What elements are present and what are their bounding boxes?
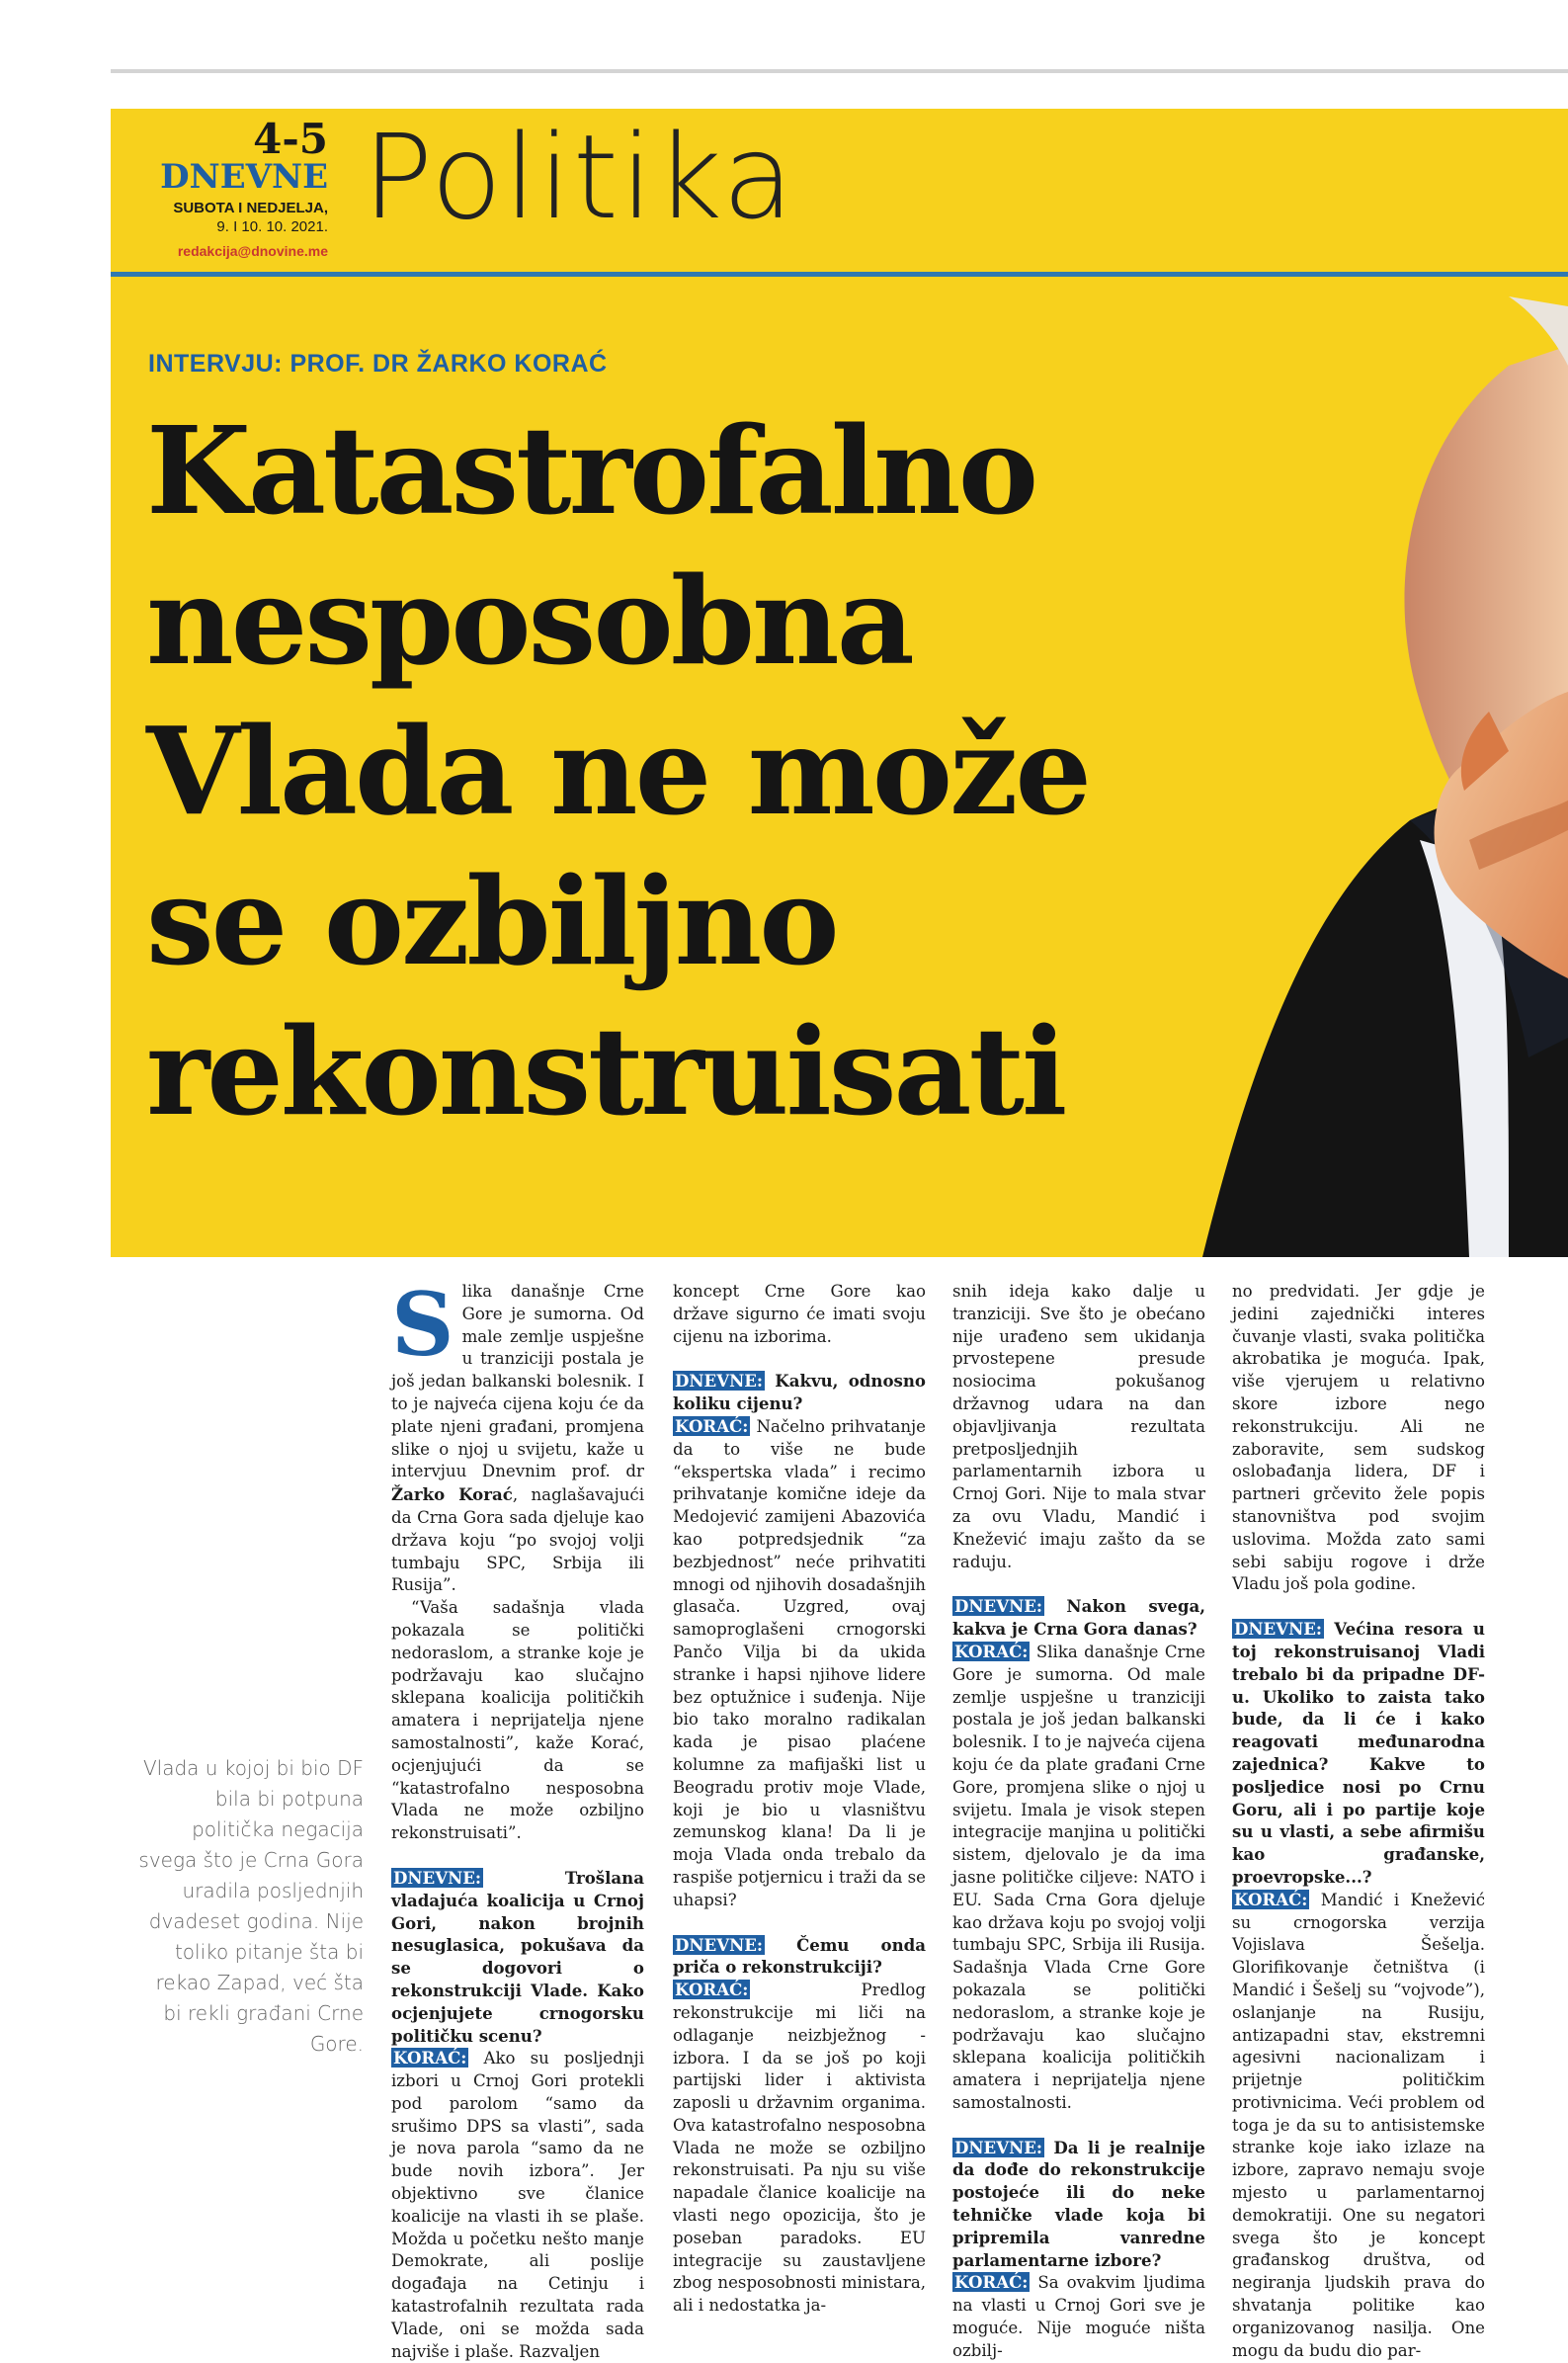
question: DNEVNE: Trošlana vladajuća koalicija u Crnoj Gori, nakon brojnih nesuglasica, pokušava da se dogovori o rekonstrukciji Vlade. Kako ocjenjujete crnogorsku političku scenu? xyxy=(391,1867,644,2046)
answer: KORAĆ: Ako su posljednji izbori u Crnoj Gori protekli pod parolom “samo da srušimo DPS sa vlasti”, sada je nova parola “samo da ne bude novih izbora”. Jer objektivno sve članice koalicije na vlasti ih se plaše. Možda u početku nešto manje Demokrate, ali poslije događaja na Cetinju i katastrofalnih rezultata rada Vlade, oni se možda sada najviše i plaše. Razvaljen xyxy=(391,2048,644,2361)
interviewee-tag: KORAĆ: xyxy=(954,2272,1029,2293)
headline-line: nesposobna xyxy=(146,549,912,692)
interviewer-tag: DNEVNE: xyxy=(954,1596,1043,1617)
interviewee-tag: KORAĆ: xyxy=(675,1980,749,2000)
top-rule xyxy=(111,69,1568,73)
interviewer-tag: DNEVNE: xyxy=(1234,1619,1323,1640)
answer: KORAĆ: Sa ovakvim ljudima na vlasti u Crnoj Gori sve je moguće. Nije moguće ništa ozbilj- xyxy=(952,2272,1205,2360)
article-column-4 xyxy=(1232,1281,1485,2362)
header-divider xyxy=(111,272,1568,277)
issue-date: 9. I 10. 10. 2021. xyxy=(216,218,328,235)
article-headline xyxy=(146,395,1089,1146)
headline-line: Katastrofalno xyxy=(146,399,1036,542)
article-kicker: INTERVJU: PROF. DR ŽARKO KORAĆ xyxy=(148,350,608,378)
interviewer-tag: DNEVNE: xyxy=(954,2137,1043,2157)
paragraph: koncept Crne Gore kao države sigurno će imati svoju cijenu na izborima. xyxy=(673,1282,926,1346)
headline-line: se ozbiljno xyxy=(146,850,837,992)
answer: KORAĆ: Načelno prihvatanje da to više ne bude “ekspertska vlada” i recimo prihvatanje komične ideje da Medojević zamijeni Abazovića kao potpredsjednik “za bezbjednost” neće prihvatiti mnogi od njihovih dosadašnjih glasača. Uzgred, ovaj samoproglašeni crnogorski Pančo Vilja bi da ukida stranke i hapsi njihove lidere bez optužnice i suđenja. Nije bio tako moralno radikalan kada je pisao plaćene kolumne za mafijaški list u Beogradu protiv moje Vlade, koji je bio u vlasništvu zemunskog klana! Da li je moja Vlada onda trebalo da raspiše potjernicu i traži da se uhapsi? xyxy=(673,1415,926,1909)
answer: KORAĆ: Slika današnje Crne Gore je sumorna. Od male zemlje uspješne u tranziciji postala je još jedan balkanski bolesnik. I to je najveća cijena koju će da plate građani Crne Gore, promjena slike o njoj u svijetu. Imala je visok stepen integracije manjina u politički sistem, djelovalo je da ima jasne političke ciljeve: NATO i EU. Sada Crna Gora djeluje kao država koju po svojoj volji tumbaju SPC, Srbija ili Rusija. Sadašnja Vlada Crne Gore pokazala se politički nedoraslom, a stranke koje je podržavaju kao slučajno sklepana koalicija političkih amatera i neprijatelja njene samostalnosti. xyxy=(952,1641,1205,2112)
question: DNEVNE: Većina resora u toj rekonstruisanoj Vladi trebalo bi da pripadne DF-u. Ukoliko to zaista tako bude, da li će i kako reagovati međunarodna zajednica? Kakve to posljedice nosi po Crnu Goru, ali i po partije koje su u vlasti, a sebe afirmišu kao građanske, proevropske...? xyxy=(1232,1619,1485,1887)
header-banner xyxy=(111,109,1568,1257)
interviewee-tag: KORAĆ: xyxy=(675,1415,749,1436)
interviewee-tag: KORAĆ: xyxy=(1234,1889,1308,1909)
section-title: Politika xyxy=(363,109,796,245)
interviewee-tag: KORAĆ: xyxy=(393,2048,467,2068)
drop-cap: S xyxy=(391,1273,454,1376)
interviewer-tag: DNEVNE: xyxy=(675,1371,764,1392)
question: DNEVNE: Nakon svega, kakva je Crna Gora danas? xyxy=(952,1596,1205,1640)
interviewer-tag: DNEVNE: xyxy=(393,1867,482,1888)
article-column-3 xyxy=(952,1281,1205,2363)
brand-logo: DNEVNE xyxy=(160,157,328,197)
editorial-email[interactable]: redakcija@dnovine.me xyxy=(177,243,328,259)
intro-paragraph: Slika današnje Crne Gore je sumorna. Od male zemlje uspješne u tranziciji postala je još jedan balkanski bolesnik. I to je najveća cijena koju će da plate njeni građani, promjena slike o njoj u svijetu, kaže u intervjuu Dnevnim prof. dr Žarko Korać, naglašavajući da Crna Gora sada djeluje kao država koju “po svojoj volji tumbaju SPC, Srbija ili Rusija”. xyxy=(391,1273,644,1595)
paragraph: “Vaša sadašnja vlada pokazala se politički nedoraslom, a stranke koje je podržavaju kao slučajno sklepana koalicija političkih amatera i neprijatelja njene samostalnosti”, kaže Korać, ocjenjujući da se “katastrofalno nesposobna Vlada ne može ozbiljno rekonstruisati”. xyxy=(391,1598,644,1843)
question: DNEVNE: Kakvu, odnosno koliku cijenu? xyxy=(673,1371,926,1414)
interviewee-name: Žarko Korać xyxy=(391,1484,513,1505)
headline-line: rekonstruisati xyxy=(146,1000,1065,1142)
headline-line: Vlada ne može xyxy=(146,700,1090,842)
interviewee-tag: KORAĆ: xyxy=(954,1641,1029,1661)
article-column-2 xyxy=(673,1281,926,2318)
answer: KORAĆ: Mandić i Knežević su crnogorska verzija Vojislava Šešelja. Glorifikovanje četništva (i Mandić i Šešelj su “vojvode”), oslanjanje na Rusiju, antizapadni stav, ekstremni agesivni nacionalizam i prijetnje političkim protivnicima. Veći problem od toga je da su to antisistemske stranke koje iako izlaze na izbore, zapravo nemaju svoje mjesto u parlamentarnoj demokratiji. One su negatori svega što je koncept građanskog društva, od negiranja ljudskih prava do shvatanja politike kao organizovanog nasilja. One mogu da budu dio par- xyxy=(1232,1889,1485,2360)
pull-quote: Vlada u kojoj bi bio DF bila bi potpuna politička negacija svega što je Crna Gora uradila posljednjih dvadeset godina. Nije toliko pitanje šta bi rekao Zapad, već šta bi rekli građani Crne Gore. xyxy=(138,1756,364,2056)
question: DNEVNE: Čemu onda priča o rekonstrukciji? xyxy=(673,1934,926,1978)
question: DNEVNE: Da li je realnije da dođe do rekonstrukcije postojeće ili do neke tehničke vlade koja bi pripremila vanredne parlamentarne izbore? xyxy=(952,2137,1205,2270)
article-column-1 xyxy=(391,1273,644,2363)
paragraph: snih ideja kako dalje u tranziciji. Sve što je obećano nije urađeno sem ukidanja prvostepene presude nosiocima pokušanog državnog udara na dan objavljivanja rezultata pretposljednjih parlamentarnih izbora u Crnoj Gori. Nije to mala stvar za ovu Vladu, Mandić i Knežević imaju zašto da se raduju. xyxy=(952,1282,1205,1571)
answer: KORAĆ: Predlog rekonstrukcije mi liči na odlaganje neizbježnog - izbora. I da se još po koji partijski lider i aktivista zaposli u državnim organima. Ova katastrofalno nesposobna Vlada ne može se ozbiljno rekonstruisati. Pa nju su više napadale članice koalicije na vlasti nego opozicija, što je poseban paradoks. EU integracije su zaustavljene zbog nesposobnosti ministara, ali i nedostatka ja- xyxy=(673,1980,926,2316)
interviewer-tag: DNEVNE: xyxy=(675,1934,764,1955)
issue-date-days: SUBOTA I NEDJELJA, xyxy=(173,200,328,216)
page-numbers: 4-5 xyxy=(253,115,328,163)
paragraph: no predvidati. Jer gdje je jedini zajednički interes čuvanje vlasti, svaka politička akrobatika je moguća. Ipak, više vjerujem u relativno skore izbore nego rekonstrukciju. Ali ne zaboravite, sem sudskog oslobađanja lidera, DF i partneri grčevito žele popis stanovništva pod svojim uslovima. Možda zato sami sebi sabiju rogove i drže Vladu još pola godine. xyxy=(1232,1282,1485,1594)
